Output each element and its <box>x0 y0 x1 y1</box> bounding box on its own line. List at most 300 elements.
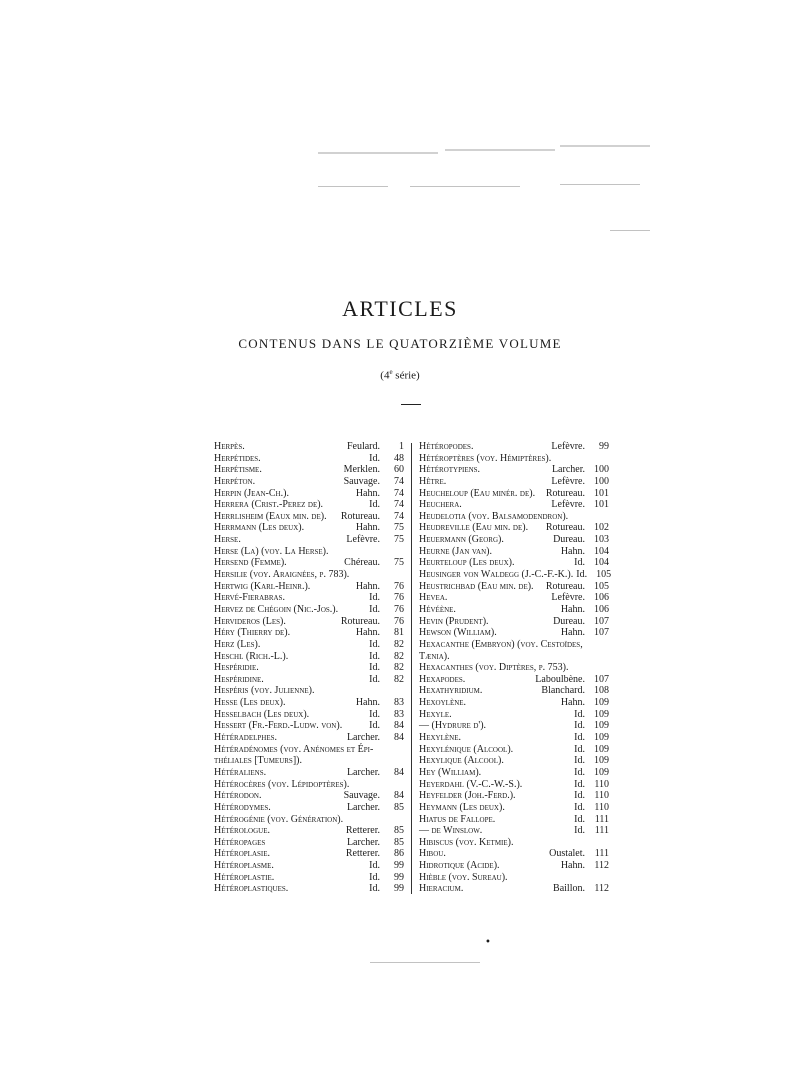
entry-heading: Hexacanthes (voy. Diptères, p. 753). <box>419 662 569 674</box>
entry-heading: Hétéroplastie. <box>214 871 275 883</box>
entry-author: Larcher. <box>346 766 380 778</box>
index-entry <box>214 872 404 884</box>
index-entry <box>214 814 404 826</box>
entry-heading: Hidrotique (Acide). <box>419 860 500 872</box>
entry-page-number: 76 <box>394 592 404 604</box>
entry-author: Id. <box>369 592 380 604</box>
index-entry <box>214 546 404 558</box>
entry-page-number: 76 <box>394 615 404 627</box>
entry-page-number: 82 <box>394 650 404 662</box>
index-entry <box>214 441 404 453</box>
entry-author: Hahn. <box>355 522 380 534</box>
entry-author: Id. <box>574 766 585 778</box>
entry-heading: Hesse (Les deux). <box>214 697 286 709</box>
entry-author: Larcher. <box>346 732 380 744</box>
index-entry <box>214 488 404 500</box>
entry-author: Lefèvre. <box>551 441 585 452</box>
index-entry <box>214 464 404 476</box>
entry-heading: Hespéridine. <box>214 673 264 685</box>
index-entry <box>419 744 609 756</box>
entry-heading: Hétéroplasie. <box>214 848 270 860</box>
entry-heading: Tænia). <box>419 650 450 662</box>
entry-author: Hahn. <box>560 545 585 557</box>
entry-author: Id. <box>576 569 588 581</box>
entry-author: Hahn. <box>560 603 585 615</box>
entry-heading: Herpin (Jean-Ch.). <box>214 487 289 499</box>
entry-page-number: 75 <box>394 557 404 569</box>
entry-author: Larcher. <box>346 801 380 813</box>
entry-author: Id. <box>574 813 585 825</box>
entry-page-number: 83 <box>394 708 404 720</box>
scan-noise <box>560 184 640 185</box>
entry-page-number: 86 <box>394 848 404 860</box>
index-entry <box>214 534 404 546</box>
entry-author: Lefèvre. <box>346 534 380 546</box>
index-entry <box>419 616 609 628</box>
entry-page-number: 99 <box>394 860 404 872</box>
entry-heading: — (Hydrure d'). <box>419 720 487 732</box>
entry-heading: Hétéradénomes (voy. Anénomes et Épi- <box>214 743 374 755</box>
entry-heading: Heyfelder (Joh.-Ferd.). <box>419 790 516 802</box>
entry-page-number: 82 <box>394 662 404 674</box>
index-entry <box>419 464 609 476</box>
index-entry <box>419 709 609 721</box>
entry-author: Id. <box>574 790 585 802</box>
entry-heading: Herrmann (Les deux). <box>214 522 305 534</box>
entry-page-number: 85 <box>394 801 404 813</box>
entry-page-number: 99 <box>394 883 404 895</box>
index-entry <box>419 697 609 709</box>
index-entry <box>214 767 404 779</box>
page-subtitle: CONTENUS DANS LE QUATORZIÈME VOLUME <box>238 336 562 351</box>
entry-heading: Herpéton. <box>214 475 256 487</box>
index-entry <box>419 604 609 616</box>
index-entry <box>419 755 609 767</box>
entry-heading: Hétéraliens. <box>214 766 267 778</box>
entry-author: Id. <box>574 755 585 767</box>
entry-page-number: 110 <box>594 790 609 802</box>
index-entry <box>214 557 404 569</box>
series-text: série) <box>392 369 420 382</box>
index-entry <box>419 441 609 453</box>
entry-author: Id. <box>369 499 380 511</box>
column-divider <box>411 443 412 894</box>
entry-heading: Heurteloup (Les deux). <box>419 557 515 569</box>
entry-author: Id. <box>369 662 380 674</box>
scan-noise <box>610 230 650 231</box>
index-entry <box>419 581 609 593</box>
entry-page-number: 48 <box>394 452 404 464</box>
entry-page-number: 101 <box>594 499 609 511</box>
entry-author: Larcher. <box>346 836 380 848</box>
entry-author: Id. <box>369 650 380 662</box>
entry-author: Retterer. <box>345 848 380 860</box>
index-entry <box>419 848 609 860</box>
index-entry <box>214 883 404 895</box>
entry-page-number: 74 <box>394 499 404 511</box>
index-entry <box>214 662 404 674</box>
entry-page-number: 101 <box>594 487 609 499</box>
entry-page-number: 106 <box>594 603 609 615</box>
entry-page-number: 104 <box>594 545 609 557</box>
entry-heading: Hersend (Femme). <box>214 557 287 569</box>
entry-heading: Herpès. <box>214 441 245 452</box>
index-entry <box>214 825 404 837</box>
entry-author: Sauvage. <box>343 475 380 487</box>
entry-page-number: 111 <box>594 813 609 825</box>
index-entry <box>214 627 404 639</box>
entry-page-number: 74 <box>394 510 404 522</box>
index-entry <box>214 639 404 651</box>
entry-author: Rotureau. <box>545 522 585 534</box>
entry-heading: Hibiscus (voy. Ketmie). <box>419 836 514 848</box>
entry-page-number: 100 <box>594 464 609 476</box>
entry-page-number: 104 <box>594 557 609 569</box>
index-entry <box>214 685 404 697</box>
index-entry <box>214 860 404 872</box>
index-entry <box>419 662 609 674</box>
entry-heading: Herse. <box>214 534 241 546</box>
entry-page-number: 105 <box>594 580 609 592</box>
entry-page-number: 83 <box>394 697 404 709</box>
entry-heading: Hexoylène. <box>419 697 467 709</box>
entry-author: Id. <box>369 452 380 464</box>
entry-author: Sauvage. <box>343 790 380 802</box>
entry-page-number: 108 <box>594 685 609 697</box>
entry-heading: Hervez de Chégoin (Nic.-Jos.). <box>214 603 339 615</box>
entry-page-number: 84 <box>394 720 404 732</box>
entry-author: Larcher. <box>551 464 585 476</box>
entry-author: Id. <box>369 860 380 872</box>
index-entry <box>419 883 609 895</box>
entry-author: Id. <box>369 638 380 650</box>
entry-heading: Hétéroplastiques. <box>214 883 289 895</box>
entry-author: Id. <box>369 871 380 883</box>
entry-page-number: 1 <box>399 441 404 452</box>
entry-page-number: 85 <box>394 836 404 848</box>
entry-page-number: 109 <box>594 755 609 767</box>
entry-author: Hahn. <box>355 487 380 499</box>
entry-author: Rotureau. <box>545 487 585 499</box>
entry-page-number: 75 <box>394 534 404 546</box>
entry-page-number: 99 <box>599 441 609 452</box>
index-entry <box>214 790 404 802</box>
entry-author: Hahn. <box>560 697 585 709</box>
entry-page-number: 107 <box>594 615 609 627</box>
index-entry <box>419 488 609 500</box>
right-index-column <box>419 441 612 895</box>
entry-page-number: 109 <box>594 720 609 732</box>
entry-page-number: 112 <box>594 860 609 872</box>
entry-page-number: 84 <box>394 766 404 778</box>
index-entry <box>419 790 609 802</box>
entry-author: Id. <box>369 603 380 615</box>
entry-heading: Hervé-Fierabras. <box>214 592 285 604</box>
entry-heading: Heudreville (Eau min. de). <box>419 522 529 534</box>
index-entry <box>214 499 404 511</box>
entry-author: Id. <box>369 673 380 685</box>
entry-page-number: 84 <box>394 790 404 802</box>
entry-heading: Hewson (William). <box>419 627 497 639</box>
index-entry <box>214 522 404 534</box>
entry-author: Chéreau. <box>344 557 380 569</box>
entry-author: Id. <box>574 778 585 790</box>
entry-author: Id. <box>369 883 380 895</box>
entry-heading: Heschl (Rich.-L.). <box>214 650 289 662</box>
entry-page-number: 60 <box>394 464 404 476</box>
entry-author: Hahn. <box>355 580 380 592</box>
entry-heading: Hêtre. <box>419 475 447 487</box>
index-entry <box>419 767 609 779</box>
entry-heading: Heuermann (Georg). <box>419 534 504 546</box>
entry-heading: Herz (Les). <box>214 638 261 650</box>
index-entry <box>214 581 404 593</box>
entry-page-number: 106 <box>594 592 609 604</box>
entry-heading: Hibou. <box>419 848 446 860</box>
entry-page-number: 82 <box>394 673 404 685</box>
entry-page-number: 99 <box>394 871 404 883</box>
entry-author: Feulard. <box>346 441 380 452</box>
index-entry <box>419 872 609 884</box>
index-entry <box>419 476 609 488</box>
entry-page-number: 82 <box>394 638 404 650</box>
entry-heading: Hervideros (Les). <box>214 615 286 627</box>
index-entry <box>419 592 609 604</box>
entry-heading: Hétérodon. <box>214 790 262 802</box>
entry-heading: Hey (William). <box>419 766 482 778</box>
entry-page-number: 109 <box>594 766 609 778</box>
entry-page-number: 84 <box>394 732 404 744</box>
entry-author: Id. <box>369 708 380 720</box>
index-entry <box>214 674 404 686</box>
index-entry <box>214 732 404 744</box>
index-entry <box>214 697 404 709</box>
entry-author: Lefèvre. <box>551 475 585 487</box>
entry-heading: Héry (Thierry de). <box>214 627 291 639</box>
scan-noise <box>445 149 555 151</box>
entry-page-number: 74 <box>394 475 404 487</box>
entry-author: Id. <box>369 720 380 732</box>
entry-heading: Heurne (Jan van). <box>419 545 492 557</box>
entry-page-number: 109 <box>594 743 609 755</box>
entry-page-number: 112 <box>594 883 609 895</box>
index-entry <box>214 651 404 663</box>
entry-author: Hahn. <box>355 627 380 639</box>
entry-heading: Hétéradelphes. <box>214 732 277 744</box>
entry-heading: Hexathyridium. <box>419 685 483 697</box>
entry-page-number: 109 <box>594 697 609 709</box>
entry-heading: Hersilie (voy. Araignées, p. 783). <box>214 569 350 581</box>
entry-heading: Hexylénique (Alcool). <box>419 743 514 755</box>
entry-heading: Hexylique (Alcool). <box>419 755 504 767</box>
index-entry <box>214 592 404 604</box>
entry-heading: Hétérologue. <box>214 825 270 837</box>
entry-author: Hahn. <box>355 697 380 709</box>
entry-heading: théliales [Tumeurs]). <box>214 755 302 767</box>
entry-heading: Heymann (Les deux). <box>419 801 505 813</box>
index-entry <box>214 616 404 628</box>
entry-page-number: 109 <box>594 708 609 720</box>
entry-author: Rotureau. <box>340 510 380 522</box>
entry-heading: Hétérotypiens. <box>419 464 481 476</box>
scan-noise <box>318 186 388 187</box>
entry-heading: Hexyle. <box>419 708 452 720</box>
entry-heading: Herrera (Crist.-Perez de). <box>214 499 324 511</box>
index-entry <box>419 837 609 849</box>
entry-heading: Herpétisme. <box>214 464 262 476</box>
entry-page-number: 74 <box>394 487 404 499</box>
scan-noise <box>370 962 480 963</box>
entry-heading: Heusinger von Waldegg (J.-C.-F.-K.). <box>419 569 574 581</box>
entry-author: Id. <box>574 801 585 813</box>
entry-page-number: 107 <box>594 673 609 685</box>
entry-page-number: 111 <box>594 848 609 860</box>
entry-heading: Hesselbach (Les deux). <box>214 708 310 720</box>
entry-heading: Hétérocères (voy. Lépidoptères). <box>214 778 350 790</box>
scan-noise <box>560 145 650 147</box>
entry-heading: Heuchera. <box>419 499 462 511</box>
index-entry <box>214 837 404 849</box>
index-entry <box>214 779 404 791</box>
entry-author: Retterer. <box>345 825 380 837</box>
index-entry <box>419 534 609 546</box>
entry-page-number: 75 <box>394 522 404 534</box>
entry-author: Id. <box>574 557 585 569</box>
entry-author: Baillon. <box>553 883 585 895</box>
entry-heading: Heyerdahl (V.-C.-W.-S.). <box>419 778 523 790</box>
entry-author: Rotureau. <box>545 580 585 592</box>
index-entry <box>214 709 404 721</box>
index-entry <box>419 453 609 465</box>
entry-heading: Heudelotia (voy. Balsamodendron). <box>419 510 569 522</box>
scan-noise <box>318 152 438 154</box>
series-number: 4 <box>383 369 390 382</box>
scan-noise <box>410 186 520 187</box>
index-entry <box>419 557 609 569</box>
index-entry <box>419 569 612 581</box>
series-superscript: e <box>389 368 393 376</box>
index-entry <box>419 814 609 826</box>
index-entry <box>214 604 404 616</box>
entry-heading: Hévéène. <box>419 603 456 615</box>
entry-page-number: 81 <box>394 627 404 639</box>
entry-author: Blanchard. <box>541 685 585 697</box>
entry-heading: Hièble (voy. Sureau). <box>419 871 508 883</box>
entry-author: Lefèvre. <box>551 499 585 511</box>
entry-author: Dureau. <box>553 534 585 546</box>
index-entry <box>214 453 404 465</box>
entry-author: Dureau. <box>553 615 585 627</box>
entry-page-number: 107 <box>594 627 609 639</box>
index-entry <box>419 860 609 872</box>
index-entry <box>419 685 609 697</box>
entry-heading: Hétéropages <box>214 836 266 848</box>
entry-heading: Hétérodymes. <box>214 801 271 813</box>
entry-page-number: 85 <box>394 825 404 837</box>
entry-author: Laboulbène. <box>535 673 585 685</box>
entry-heading: Herpétides. <box>214 452 261 464</box>
entry-page-number: 100 <box>594 475 609 487</box>
entry-page-number: 110 <box>594 778 609 790</box>
entry-heading: Hieracium. <box>419 883 464 895</box>
entry-author: Oustalet. <box>549 848 585 860</box>
entry-heading: Hertwig (Karl-Heinr.). <box>214 580 311 592</box>
entry-heading: Hexacanthe (Embryon) (voy. Cestoïdes, <box>419 638 583 650</box>
entry-heading: Hétéropodes. <box>419 441 474 452</box>
entry-heading: Hexapodes. <box>419 673 466 685</box>
index-entry <box>214 802 404 814</box>
index-entry <box>214 476 404 488</box>
index-entry <box>419 825 609 837</box>
entry-heading: Hevea. <box>419 592 448 604</box>
entry-author: Lefèvre. <box>551 592 585 604</box>
entry-author: Id. <box>574 732 585 744</box>
index-entry <box>214 848 404 860</box>
entry-heading: Hespéris (voy. Julienne). <box>214 685 315 697</box>
index-entry <box>419 627 609 639</box>
bottom-mark: • <box>485 937 491 948</box>
index-entry <box>419 522 609 534</box>
index-entry <box>419 779 609 791</box>
index-entry <box>419 499 609 511</box>
index-entry <box>419 720 609 732</box>
entry-heading: Hespéridie. <box>214 662 259 674</box>
entry-page-number: 111 <box>594 825 609 837</box>
page-title: ARTICLES <box>342 296 458 321</box>
index-entry <box>419 511 609 523</box>
entry-page-number: 76 <box>394 603 404 615</box>
index-entry <box>419 802 609 814</box>
entry-author: Id. <box>574 720 585 732</box>
entry-heading: Herrlisheim (Eaux min. de). <box>214 510 327 522</box>
entry-heading: Heustrichbad (Eau min. de). <box>419 580 534 592</box>
entry-author: Rotureau. <box>340 615 380 627</box>
entry-page-number: 76 <box>394 580 404 592</box>
index-entry <box>214 720 404 732</box>
entry-author: Id. <box>574 708 585 720</box>
entry-author: Id. <box>574 743 585 755</box>
index-entry <box>419 546 609 558</box>
entry-author: Hahn. <box>560 860 585 872</box>
index-entry <box>214 569 404 581</box>
index-entry <box>419 732 609 744</box>
title-rule <box>401 404 421 405</box>
entry-heading: Heucheloup (Eau minér. de). <box>419 487 536 499</box>
entry-page-number: 110 <box>594 801 609 813</box>
left-index-column <box>214 441 404 895</box>
entry-heading: Hevin (Prudent). <box>419 615 489 627</box>
entry-author: Id. <box>574 825 585 837</box>
entry-page-number: 102 <box>594 522 609 534</box>
index-entry <box>214 755 404 767</box>
entry-heading: Hétéroplasme. <box>214 860 274 872</box>
entry-heading: Hétérogénie (voy. Génération). <box>214 813 344 825</box>
entry-page-number: 105 <box>596 569 612 581</box>
index-entry <box>419 674 609 686</box>
series-label: (4e série) <box>380 368 420 382</box>
index-entry <box>214 744 404 756</box>
entry-heading: Hessert (Fr.-Ferd.-Ludw. von). <box>214 720 343 732</box>
entry-heading: — de Winslow. <box>419 825 483 837</box>
index-entry <box>419 639 609 651</box>
entry-heading: Hiatus de Fallope. <box>419 813 496 825</box>
entry-heading: Hexylène. <box>419 732 461 744</box>
entry-heading: Herse (La) (voy. La Herse). <box>214 545 329 557</box>
index-entry <box>214 511 404 523</box>
entry-author: Hahn. <box>560 627 585 639</box>
index-entry <box>419 651 609 663</box>
entry-page-number: 103 <box>594 534 609 546</box>
